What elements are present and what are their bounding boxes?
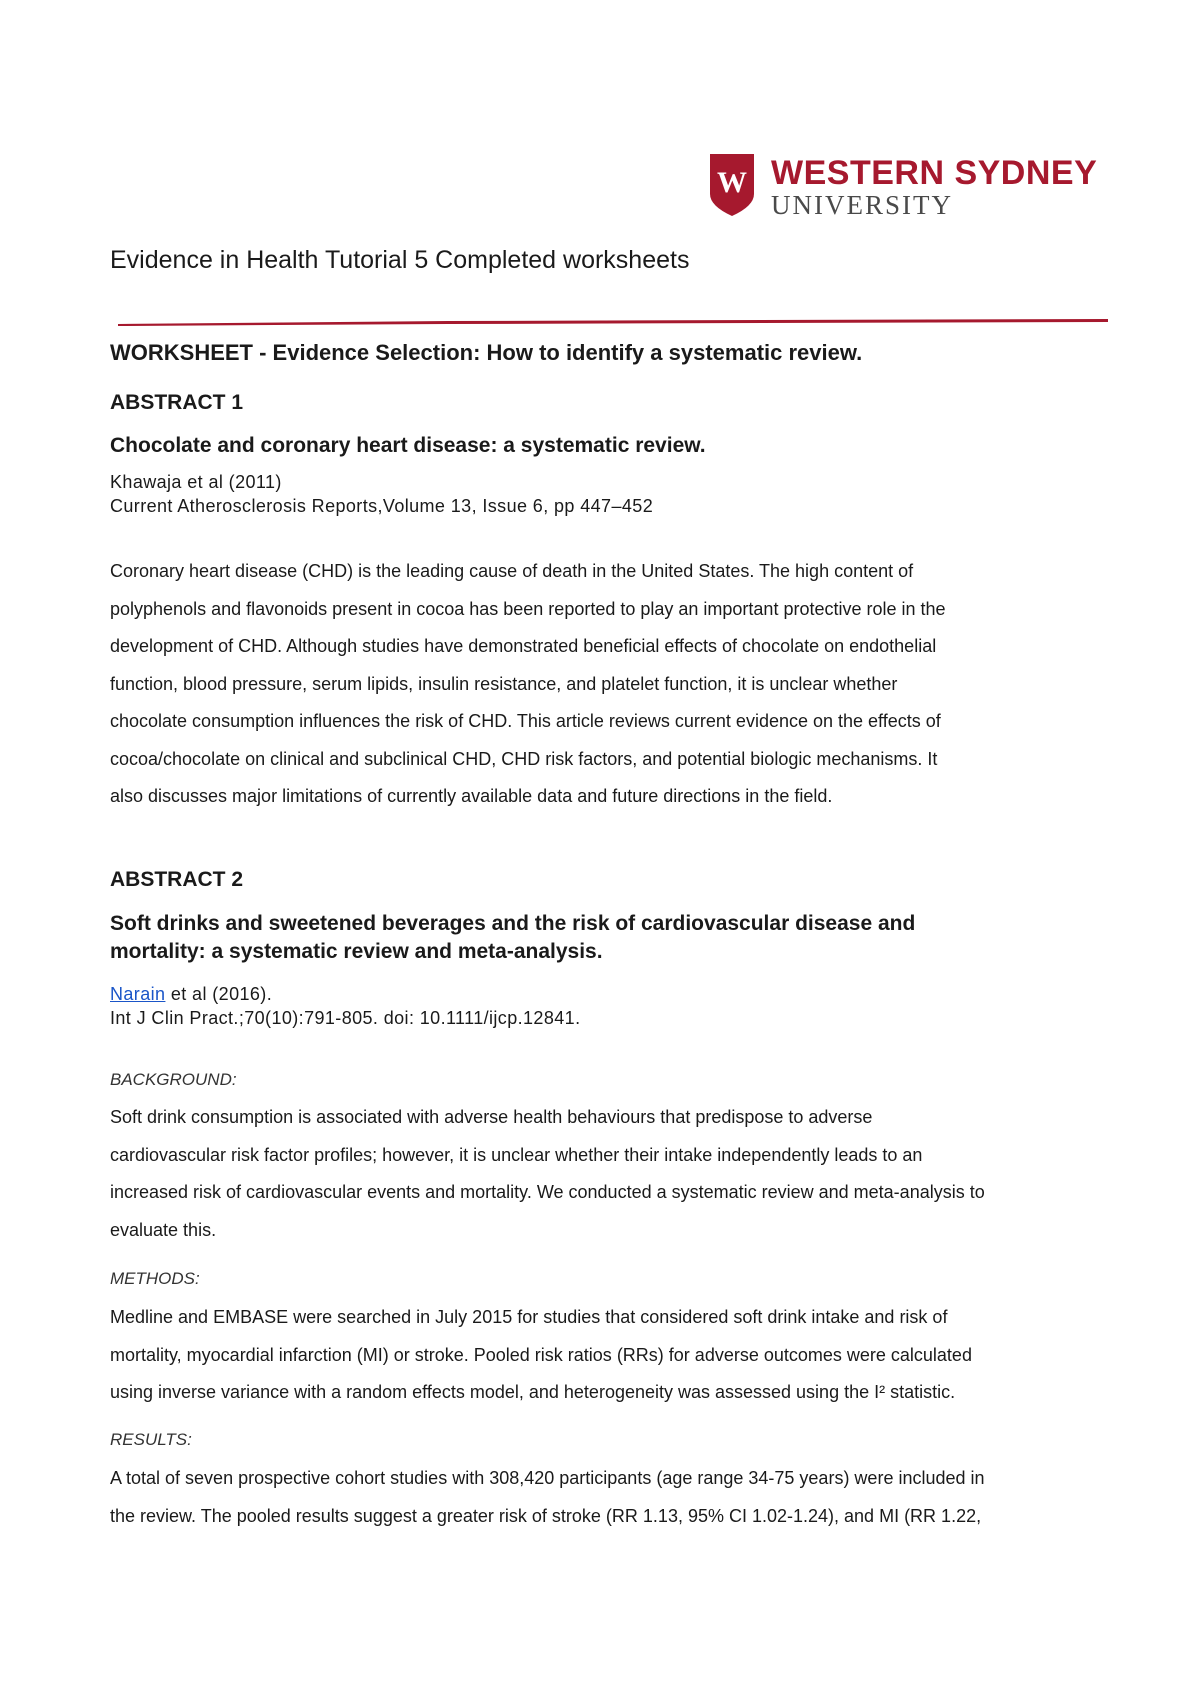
abstract-2-journal: Int J Clin Pract.;70(10):791-805. doi: 10.1111/ijcp.12841. [110,1008,581,1028]
shield-icon [710,154,754,216]
authors-rest: et al (2016). [165,984,273,1004]
title-line: mortality: a systematic review and meta-analysis. [110,940,603,963]
results-body [110,1460,1110,1535]
title-line: Soft drinks and sweetened beverages and the risk of cardiovascular disease and [110,912,916,935]
body-line: mortality, myocardial infarction (MI) or stroke. Pooled risk ratios (RRs) for adverse outcomes were calculated [110,1344,972,1365]
university-logo [710,154,1100,218]
abstract-2-citation [110,982,1090,1030]
author-link[interactable]: Narain [110,984,166,1004]
body-line: A total of seven prospective cohort studies with 308,420 participants (age range 34-75 years) were included in [110,1468,985,1488]
body-line: evaluate this. [110,1219,217,1240]
abstract-1-title: Chocolate and coronary heart disease: a systematic review. [110,434,706,457]
document-title: Evidence in Health Tutorial 5 Completed worksheets [110,246,690,274]
body-line: Soft drink consumption is associated with adverse health behaviours that predispose to adverse [110,1107,873,1127]
abstract-1-journal: Current Atherosclerosis Reports,Volume 13, Issue 6, pp 447–452 [110,496,654,516]
body-line: development of CHD. Although studies have demonstrated beneficial effects of chocolate on endothelial [110,636,937,656]
logo-name: WESTERN SYDNEY [771,154,1098,192]
body-line: Medline and EMBASE were searched in July 2015 for studies that considered soft drink intake and risk of [110,1307,948,1327]
abstract-1-label: ABSTRACT 1 [110,391,244,414]
abstract-2-authors [110,982,1090,1006]
results-label: RESULTS: [110,1430,192,1449]
body-line: cardiovascular risk factor profiles; however, it is unclear whether their intake independently leads to an [110,1144,923,1165]
body-line: cocoa/chocolate on clinical and subclinical CHD, CHD risk factors, and potential biologic mechanisms. It [110,748,938,769]
worksheet-heading: WORKSHEET - Evidence Selection: How to identify a systematic review. [110,340,863,365]
body-line: using inverse variance with a random effects model, and heterogeneity was assessed using the I² statistic. [110,1382,956,1402]
abstract-1-body [110,553,1110,816]
body-line: chocolate consumption influences the risk of CHD. This article reviews current evidence on the effects of [110,711,941,731]
title-divider [118,318,1108,326]
methods-body [110,1299,1110,1412]
abstract-2-title [110,910,1090,966]
body-line: function, blood pressure, serum lipids, insulin resistance, and platelet function, it is unclear whether [110,673,898,694]
abstract-2-label: ABSTRACT 2 [110,868,244,891]
body-line: Coronary heart disease (CHD) is the leading cause of death in the United States. The high content of [110,561,914,581]
abstract-1-authors: Khawaja et al (2011) [110,472,282,492]
body-line: also discusses major limitations of currently available data and future directions in the field. [110,786,833,806]
logo-subname: UNIVERSITY [771,190,953,220]
background-label: BACKGROUND: [110,1070,237,1089]
methods-label: METHODS: [110,1269,200,1288]
body-line: increased risk of cardiovascular events and mortality. We conducted a systematic review and meta-analysis to [110,1182,985,1202]
shield-letter: W [717,166,747,199]
background-body [110,1099,1110,1249]
body-line: the review. The pooled results suggest a greater risk of stroke (RR 1.13, 95% CI 1.02-1.24), and MI (RR 1.22, [110,1505,982,1526]
body-line: polyphenols and flavonoids present in cocoa has been reported to play an important protective role in the [110,598,946,619]
abstract-1-citation [110,470,1090,518]
